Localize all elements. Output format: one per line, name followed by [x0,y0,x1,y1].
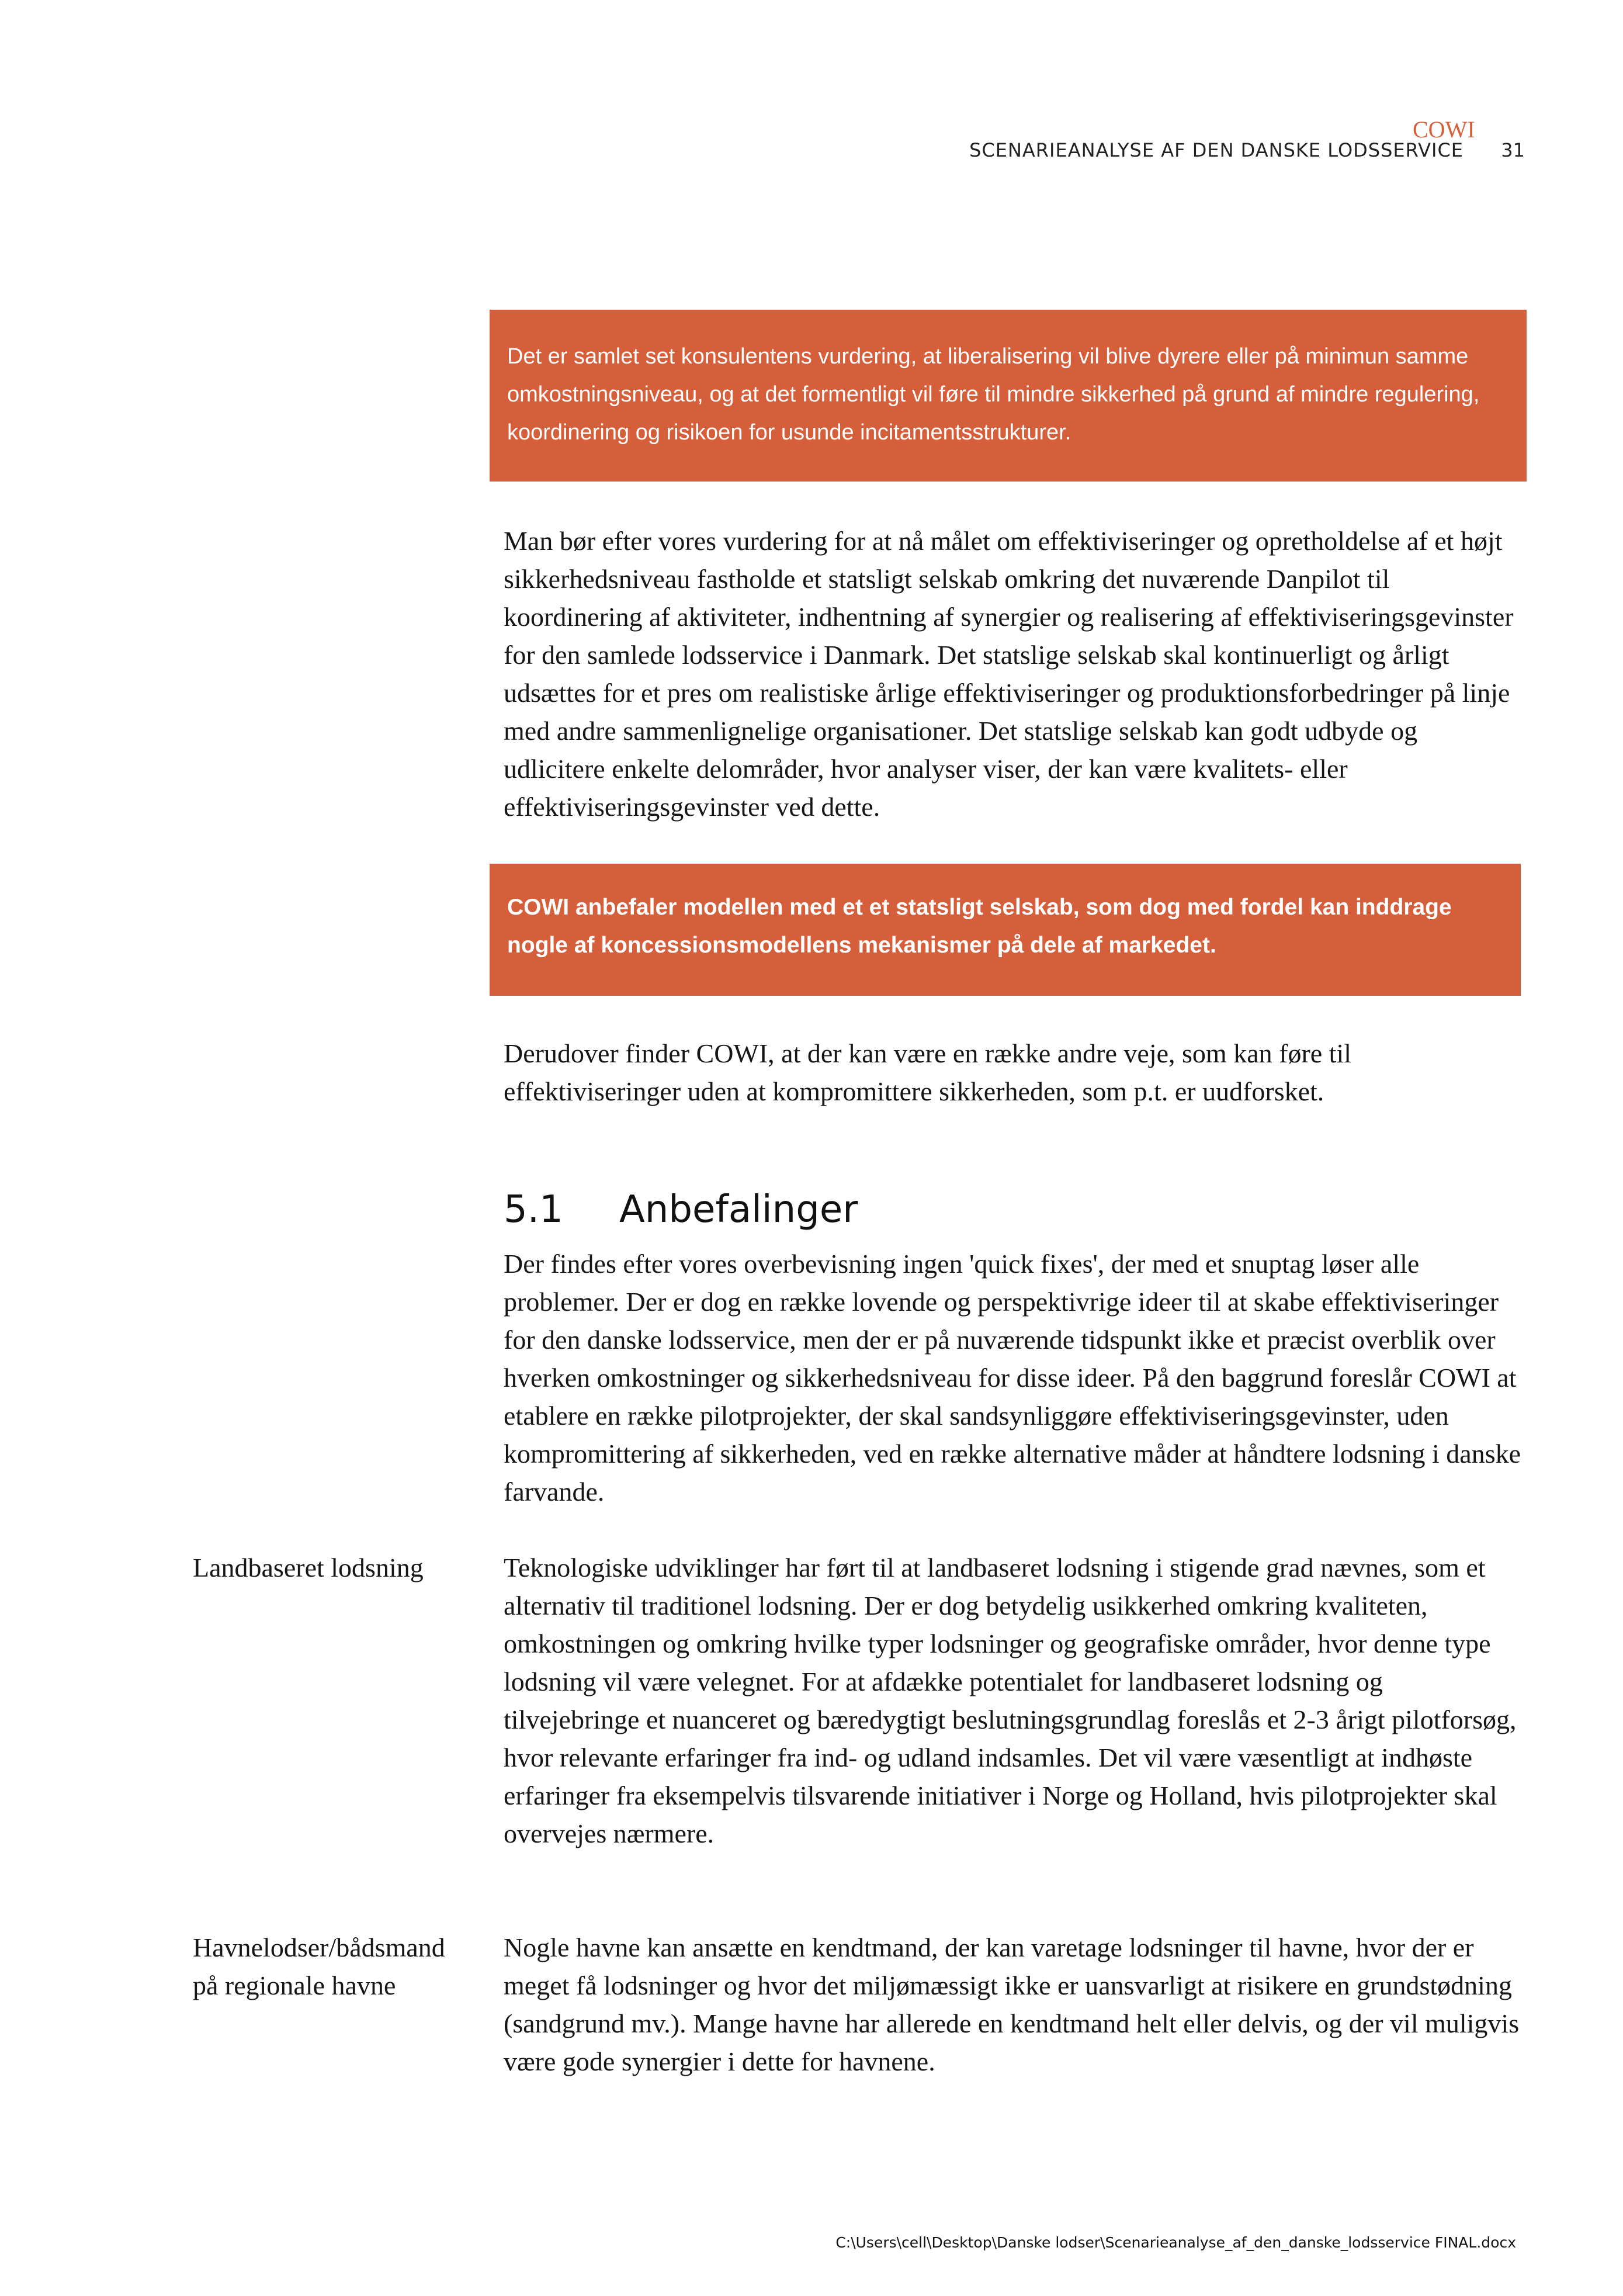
section-title: Anbefalinger [619,1188,858,1231]
cowi-logo: COWI [1413,116,1475,143]
body-paragraph: Der findes efter vores overbevisning ingen 'quick fixes', der med et snuptag løser alle problemer. Der er dog en række lovende og perspektivrige ideer til at skabe effektiviseringer for den danske lodsservice, men der er på nuværende tidspunkt ikke et præcist overblik over hverken omkostninger og sikkerhedsniveau for disse ideer. På den baggrund foreslår COWI at etablere en række pilotprojekter, der skal sandsynliggøre effektiviseringsgevinster, uden kompromittering af sikkerheden, ved en række alternative måder at håndtere lodsning i danske farvande. [504,1249,1521,1507]
callout-text: COWI anbefaler modellen med et et statsligt selskab, som dog med fordel kan inddrage nogle af koncessionsmodellens mekanismer på dele af markedet. [507,895,1452,958]
page-number: 31 [1501,139,1525,161]
section-number: 5.1 [504,1188,563,1231]
body-paragraph: Teknologiske udviklinger har ført til at landbaseret lodsning i stigende grad nævnes, som et alternativ til traditionel lodsning. Der er dog betydelig usikkerhed omkring kvaliteten, omkostningen og omkring hvilke typer lodsninger og geografiske områder, hvor denne type lodsning vil være velegnet. For at afdække potentialet for landbaseret lodsning og tilvejebringe et nuanceret og bæredygtigt beslutningsgrundlag foreslås et 2-3 årigt pilotforsøg, hvor relevante erfaringer fra ind- og udland indsamles. Det vil være væsentligt at indhøste erfaringer fra eksempelvis tilsvarende initiativer i Norge og Holland, hvis pilotprojekter skal overvejes nærmere. [504,1553,1517,1848]
section-heading [504,1186,1523,1233]
margin-note: Landbaseret lodsning [193,1553,424,1582]
callout-box-conclusion [490,310,1527,482]
footer-file-path: C:\Users\cell\Desktop\Danske lodser\Scenarieanalyse_af_den_danske_lodsservice FINAL.docx [835,2234,1516,2251]
body-paragraph: Derudover finder COWI, at der kan være en række andre veje, som kan føre til effektiviseringer uden at kompromittere sikkerheden, som p.t. er uudforsket. [504,1038,1352,1106]
body-paragraph: Nogle havne kan ansætte en kendtmand, der kan varetage lodsninger til havne, hvor der er meget få lodsninger og hvor det miljømæssigt ikke er uansvarligt at risikere en grundstødning (sandgrund mv.). Mange havne har allerede en kendtmand helt eller delvis, og der vil muligvis være gode synergier i dette for havnene. [504,1933,1520,2076]
callout-box-recommendation [490,864,1521,996]
margin-note: Havnelodser/bådsmand på regionale havne [193,1933,445,2000]
body-paragraph: Man bør efter vores vurdering for at nå målet om effektiviseringer og opretholdelse af et højt sikkerhedsniveau fastholde et statsligt selskab omkring det nuværende Danpilot til koordinering af aktiviteter, indhentning af synergier og realisering af effektiviseringsgevinster for den samlede lodsservice i Danmark. Det statslige selskab skal kontinuerligt og årligt udsættes for et pres om realistiske årlige effektiviseringer og produktionsforbedringer på linje med andre sammenlignelige organisationer. Det statslige selskab kan godt udbyde og udlicitere enkelte delområder, hvor analyser viser, der kan være kvalitets- eller effektiviseringsgevinster ved dette. [504,526,1514,822]
running-title: SCENARIEANALYSE AF DEN DANSKE LODSSERVICE [969,139,1464,161]
callout-text: Det er samlet set konsulentens vurdering, at liberalisering vil blive dyrere eller på minimun samme omkostningsniveau, og at det formentligt vil føre til mindre sikkerhed på grund af mindre regulering, koordinering og risikoen for usunde incitamentsstrukturer. [507,344,1480,445]
